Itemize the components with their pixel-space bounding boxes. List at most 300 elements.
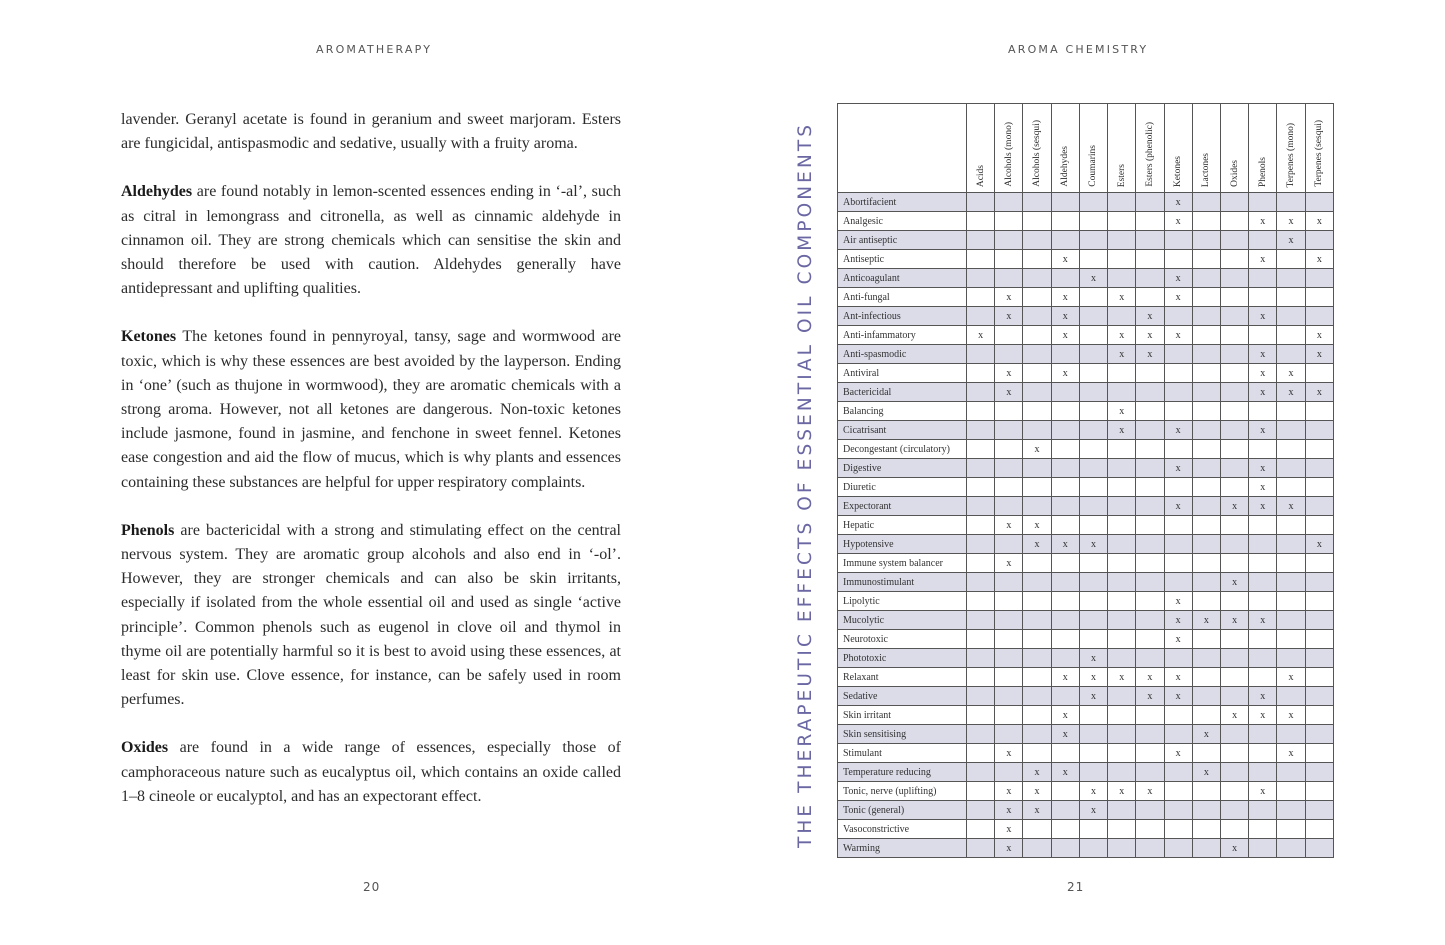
table-cell [1108,364,1136,383]
table-cell [1108,801,1136,820]
column-header [1108,104,1136,193]
table-cell [1051,269,1079,288]
table-cell: x [1164,592,1192,611]
table-cell [1164,706,1192,725]
table-cell [1023,231,1051,250]
table-cell [1051,345,1079,364]
table-cell [1220,231,1248,250]
table-cell [1277,592,1305,611]
table-cell [1079,725,1107,744]
table-cell [1023,573,1051,592]
table-cell [967,592,995,611]
table-cell [1136,801,1164,820]
table-cell [1108,839,1136,858]
effect-label: Mucolytic [838,611,967,630]
table-cell [1277,687,1305,706]
table-cell: x [1164,326,1192,345]
table-cell [1108,212,1136,231]
table-cell [967,497,995,516]
table-cell: x [1277,212,1305,231]
table-cell [1249,763,1277,782]
table-row [838,307,1334,326]
table-cell [1249,402,1277,421]
term-oxides: Oxides [121,739,169,757]
table-cell: x [1023,763,1051,782]
table-cell: x [1249,250,1277,269]
table-cell [1249,269,1277,288]
table-cell [1192,478,1220,497]
table-cell [967,839,995,858]
table-cell [995,611,1023,630]
table-cell: x [1220,573,1248,592]
table-cell [1108,516,1136,535]
table-cell [995,478,1023,497]
table-cell: x [1023,801,1051,820]
table-cell [1164,535,1192,554]
table-cell: x [1249,782,1277,801]
table-cell: x [1079,535,1107,554]
table-cell [1249,193,1277,212]
table-cell [1277,573,1305,592]
table-cell: x [1079,782,1107,801]
page-number-left: 20 [363,880,381,894]
table-cell [1108,459,1136,478]
table-cell [1108,592,1136,611]
table-cell [1136,649,1164,668]
term-aldehydes: Aldehydes [121,183,193,201]
table-cell [1220,345,1248,364]
table-cell [1164,839,1192,858]
table-cell: x [995,782,1023,801]
table-cell [1079,402,1107,421]
effect-label: Tonic (general) [838,801,967,820]
table-cell [1249,744,1277,763]
table-cell [1192,193,1220,212]
table-cell [1136,497,1164,516]
table-cell [1277,269,1305,288]
table-cell [1249,516,1277,535]
table-cell [1192,839,1220,858]
table-cell [1277,782,1305,801]
table-cell: x [1249,421,1277,440]
table-cell [967,459,995,478]
table-cell [995,668,1023,687]
table-cell [1164,478,1192,497]
table-cell: x [1023,782,1051,801]
table-cell [1108,193,1136,212]
table-cell [1220,307,1248,326]
table-row [838,554,1334,573]
table-cell: x [1249,307,1277,326]
table-cell [1079,459,1107,478]
table-cell [1136,402,1164,421]
table-cell [1220,440,1248,459]
table-cell [967,782,995,801]
table-row [838,250,1334,269]
table-cell [1164,554,1192,573]
column-header [1277,104,1305,193]
table-cell [1305,782,1333,801]
table-row [838,820,1334,839]
effect-label: Antiseptic [838,250,967,269]
table-cell [1249,288,1277,307]
table-cell [967,554,995,573]
table-cell [1023,402,1051,421]
table-cell [967,421,995,440]
table-cell: x [1249,687,1277,706]
table-cell [967,649,995,668]
table-cell [1192,668,1220,687]
table-cell [1277,535,1305,554]
table-cell [1023,345,1051,364]
table-cell: x [1051,725,1079,744]
table-cell [1220,801,1248,820]
table-cell [995,193,1023,212]
table-cell [1305,288,1333,307]
table-cell [1249,326,1277,345]
table-cell [1249,573,1277,592]
table-cell [1108,820,1136,839]
table-cell [1079,573,1107,592]
table-cell [1220,250,1248,269]
table-cell [1079,706,1107,725]
table-cell [1192,820,1220,839]
table-cell [1023,706,1051,725]
table-cell [1136,535,1164,554]
table-cell: x [1108,421,1136,440]
table-cell [1277,725,1305,744]
table-cell [967,687,995,706]
table-cell [1023,250,1051,269]
table-cell [1051,459,1079,478]
effect-label: Stimulant [838,744,967,763]
table-cell: x [1164,288,1192,307]
table-cell [1079,516,1107,535]
table-cell [1220,516,1248,535]
table-cell [1220,592,1248,611]
table-cell: x [1164,611,1192,630]
table-cell [1277,326,1305,345]
table-cell [1051,573,1079,592]
table-cell [995,497,1023,516]
table-cell: x [1164,421,1192,440]
table-cell [995,345,1023,364]
table-cell: x [995,383,1023,402]
table-cell [1051,782,1079,801]
table-cell [1023,307,1051,326]
table-cell [967,478,995,497]
effect-label: Digestive [838,459,967,478]
table-cell: x [1023,516,1051,535]
table-cell [1220,364,1248,383]
table-cell: x [1305,250,1333,269]
paragraph-ketones: Ketones The ketones found in pennyroyal, tansy, sage and wormwood are toxic, which is why these essences are best avoided by the layperson. Ending in ‘one’ (such as thujone in wormwood), they are aromatic chemicals with a strong aroma. However, not all ketones are dangerous. Non-toxic ketones include jasmone, found in jasmine, and fenchone in sweet fennel. Ketones ease congestion and aid the flow of mucus, which is why plants and essences containing these substances are helpful for upper respiratory complaints. [121,328,621,491]
table-cell [995,269,1023,288]
table-cell [1079,630,1107,649]
table-cell [1136,478,1164,497]
table-cell [1136,459,1164,478]
table-cell: x [1108,668,1136,687]
effect-label: Abortifacient [838,193,967,212]
table-cell [1277,611,1305,630]
table-cell [1277,193,1305,212]
table-cell [1192,554,1220,573]
table-cell: x [1249,611,1277,630]
table-cell [1164,231,1192,250]
table-cell [967,269,995,288]
table-cell [1249,839,1277,858]
table-cell [1079,307,1107,326]
table-cell [1305,763,1333,782]
table-cell [1023,725,1051,744]
table-row [838,516,1334,535]
effect-label: Tonic, nerve (uplifting) [838,782,967,801]
table-cell [1023,364,1051,383]
table-cell: x [1136,687,1164,706]
table-cell: x [1164,687,1192,706]
table-cell [967,668,995,687]
table-cell [967,193,995,212]
table-cell [1249,231,1277,250]
table-cell [1305,193,1333,212]
effect-label: Expectorant [838,497,967,516]
table-cell [995,212,1023,231]
table-cell [1192,687,1220,706]
table-cell [967,611,995,630]
table-cell [995,649,1023,668]
table-cell [1305,554,1333,573]
table-cell: x [1305,383,1333,402]
effects-table-container [837,103,1334,858]
table-cell [995,402,1023,421]
column-header [1023,104,1051,193]
table-cell [1220,820,1248,839]
table-cell [1305,649,1333,668]
table-cell [1164,364,1192,383]
table-cell: x [1249,364,1277,383]
table-row [838,725,1334,744]
effect-label: Warming [838,839,967,858]
table-cell [1051,649,1079,668]
table-cell [1277,421,1305,440]
table-cell [1164,440,1192,459]
table-row [838,269,1334,288]
effect-label: Sedative [838,687,967,706]
table-cell [1220,478,1248,497]
table-cell [1192,497,1220,516]
table-cell [967,364,995,383]
table-cell: x [1277,497,1305,516]
table-cell [1220,744,1248,763]
table-row [838,288,1334,307]
table-cell [1277,440,1305,459]
table-row [838,687,1334,706]
table-cell [1192,592,1220,611]
table-cell [1079,288,1107,307]
table-cell [1305,573,1333,592]
table-row [838,649,1334,668]
table-cell: x [1108,782,1136,801]
effect-label: Neurotoxic [838,630,967,649]
table-cell [1108,231,1136,250]
table-row [838,763,1334,782]
table-cell [1136,383,1164,402]
table-cell [1192,307,1220,326]
table-row [838,744,1334,763]
table-cell [1192,706,1220,725]
table-cell: x [1249,383,1277,402]
table-cell [1051,516,1079,535]
table-cell [1136,250,1164,269]
table-cell [1051,744,1079,763]
effect-label: Skin irritant [838,706,967,725]
table-cell: x [1079,801,1107,820]
table-cell [967,440,995,459]
table-cell: x [1079,668,1107,687]
table-cell [1051,383,1079,402]
table-cell [1220,269,1248,288]
paragraph-aldehydes: Aldehydes are found notably in lemon-scented essences ending in ‘-al’, such as citral in lemongrass and citronella, as well as cinnamic aldehyde in cinnamon oil. They are strong chemicals which can sensitise the skin and should therefore be used with caution. Aldehydes generally have antidepressant and uplifting qualities. [121,183,621,298]
table-cell [1164,763,1192,782]
table-cell: x [995,516,1023,535]
table-cell [1079,250,1107,269]
effect-label: Anti-infammatory [838,326,967,345]
table-row [838,345,1334,364]
table-cell [1108,478,1136,497]
table-cell [1136,839,1164,858]
table-cell [1192,383,1220,402]
table-cell [1108,535,1136,554]
effect-label: Air antiseptic [838,231,967,250]
table-cell [1136,516,1164,535]
table-cell [1277,402,1305,421]
table-cell: x [995,288,1023,307]
table-cell [1192,801,1220,820]
table-cell [1249,592,1277,611]
table-cell [1108,763,1136,782]
table-cell [1023,212,1051,231]
table-cell [1164,573,1192,592]
effect-label: Hepatic [838,516,967,535]
table-cell: x [1023,440,1051,459]
table-cell [1305,231,1333,250]
table-cell [967,535,995,554]
table-cell [1305,706,1333,725]
table-cell [1192,573,1220,592]
table-cell [1079,193,1107,212]
table-cell [1305,839,1333,858]
table-cell [1023,744,1051,763]
table-cell [1051,478,1079,497]
table-row [838,364,1334,383]
table-cell [1079,383,1107,402]
table-cell [1136,763,1164,782]
table-cell [1023,592,1051,611]
table-cell [1192,459,1220,478]
column-header-label: Esters [1116,163,1127,187]
table-cell [1277,516,1305,535]
table-cell: x [1136,326,1164,345]
column-header-label: Oxides [1229,160,1240,187]
table-cell [1136,364,1164,383]
left-page-body [121,108,621,833]
table-cell [995,687,1023,706]
table-cell: x [1051,706,1079,725]
table-cell [1136,725,1164,744]
table-cell [1305,725,1333,744]
table-cell [1023,668,1051,687]
table-cell [1079,421,1107,440]
table-cell [1277,478,1305,497]
table-cell [1192,782,1220,801]
table-cell [1079,554,1107,573]
table-cell [1249,535,1277,554]
table-cell: x [1136,668,1164,687]
table-row [838,421,1334,440]
table-cell: x [995,744,1023,763]
table-cell [1023,497,1051,516]
table-cell [1192,516,1220,535]
table-cell [1277,801,1305,820]
table-cell [1108,725,1136,744]
table-cell [1305,630,1333,649]
table-cell: x [1023,535,1051,554]
table-cell [1079,231,1107,250]
table-cell [1108,250,1136,269]
table-cell [995,725,1023,744]
table-cell [1277,345,1305,364]
table-cell: x [1164,668,1192,687]
table-cell [995,326,1023,345]
table-cell [1192,421,1220,440]
table-cell [1277,649,1305,668]
table-cell [1108,630,1136,649]
table-cell: x [967,326,995,345]
table-cell [1164,402,1192,421]
table-cell [1305,421,1333,440]
column-header-label: Phenols [1257,156,1268,187]
table-cell [1220,649,1248,668]
effect-label: Antiviral [838,364,967,383]
table-row [838,193,1334,212]
effect-label: Bactericidal [838,383,967,402]
column-header [1220,104,1248,193]
effect-label: Hypotensive [838,535,967,554]
table-cell [1023,288,1051,307]
table-row [838,459,1334,478]
table-cell [1108,440,1136,459]
column-header [995,104,1023,193]
table-cell [1164,725,1192,744]
effect-label: Balancing [838,402,967,421]
table-cell [1305,364,1333,383]
table-row [838,402,1334,421]
table-cell [1192,440,1220,459]
column-header [967,104,995,193]
table-row [838,440,1334,459]
table-cell: x [1305,345,1333,364]
table-cell [967,345,995,364]
table-cell [1220,421,1248,440]
column-header [1192,104,1220,193]
table-cell [1136,611,1164,630]
table-cell [1192,402,1220,421]
table-cell: x [1164,744,1192,763]
table-cell [995,573,1023,592]
table-cell: x [1249,345,1277,364]
table-cell [1136,592,1164,611]
table-cell [1051,592,1079,611]
